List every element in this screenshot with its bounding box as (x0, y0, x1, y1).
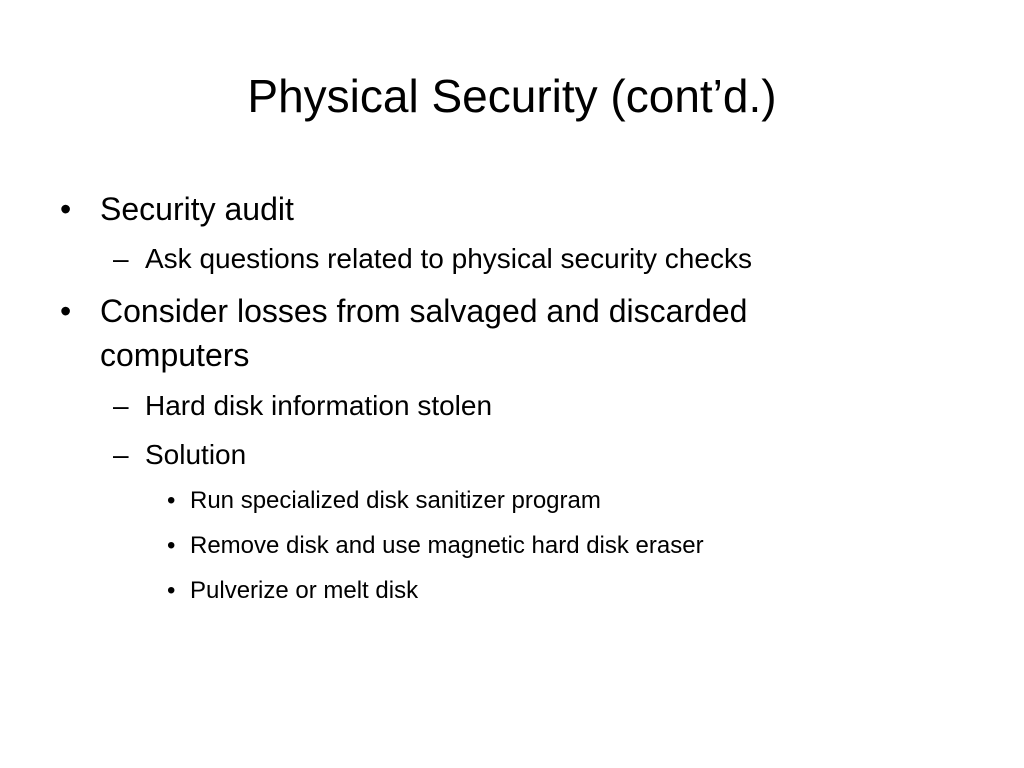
bullet-text-consider-losses-line1: Consider losses from salvaged and discarded (100, 293, 748, 329)
sub-bullet-text-ask-questions: Ask questions related to physical security checks (145, 243, 752, 274)
sub-sub-bullet-marker: • (167, 487, 176, 514)
sub-sub-bullet-marker: • (167, 532, 176, 559)
bullet-marker: • (60, 293, 72, 329)
sub-bullet-marker: – (113, 439, 129, 470)
bullet-text-security-audit: Security audit (100, 191, 294, 227)
sub-bullet-text-hard-disk-stolen: Hard disk information stolen (145, 390, 493, 421)
slide-title: Physical Security (cont’d.) (247, 70, 777, 122)
sub-sub-bullet-text-run-sanitizer: Run specialized disk sanitizer program (190, 487, 601, 514)
bullet-marker: • (60, 191, 72, 227)
sub-sub-bullet-marker: • (167, 577, 176, 604)
sub-sub-bullet-text-pulverize: Pulverize or melt disk (190, 577, 419, 604)
sub-bullet-marker: – (113, 243, 129, 274)
bullet-text-consider-losses-line2: computers (100, 337, 250, 373)
sub-bullet-marker: – (113, 390, 129, 421)
sub-sub-bullet-text-remove-disk: Remove disk and use magnetic hard disk eraser (190, 532, 704, 559)
sub-bullet-text-solution: Solution (145, 439, 247, 470)
